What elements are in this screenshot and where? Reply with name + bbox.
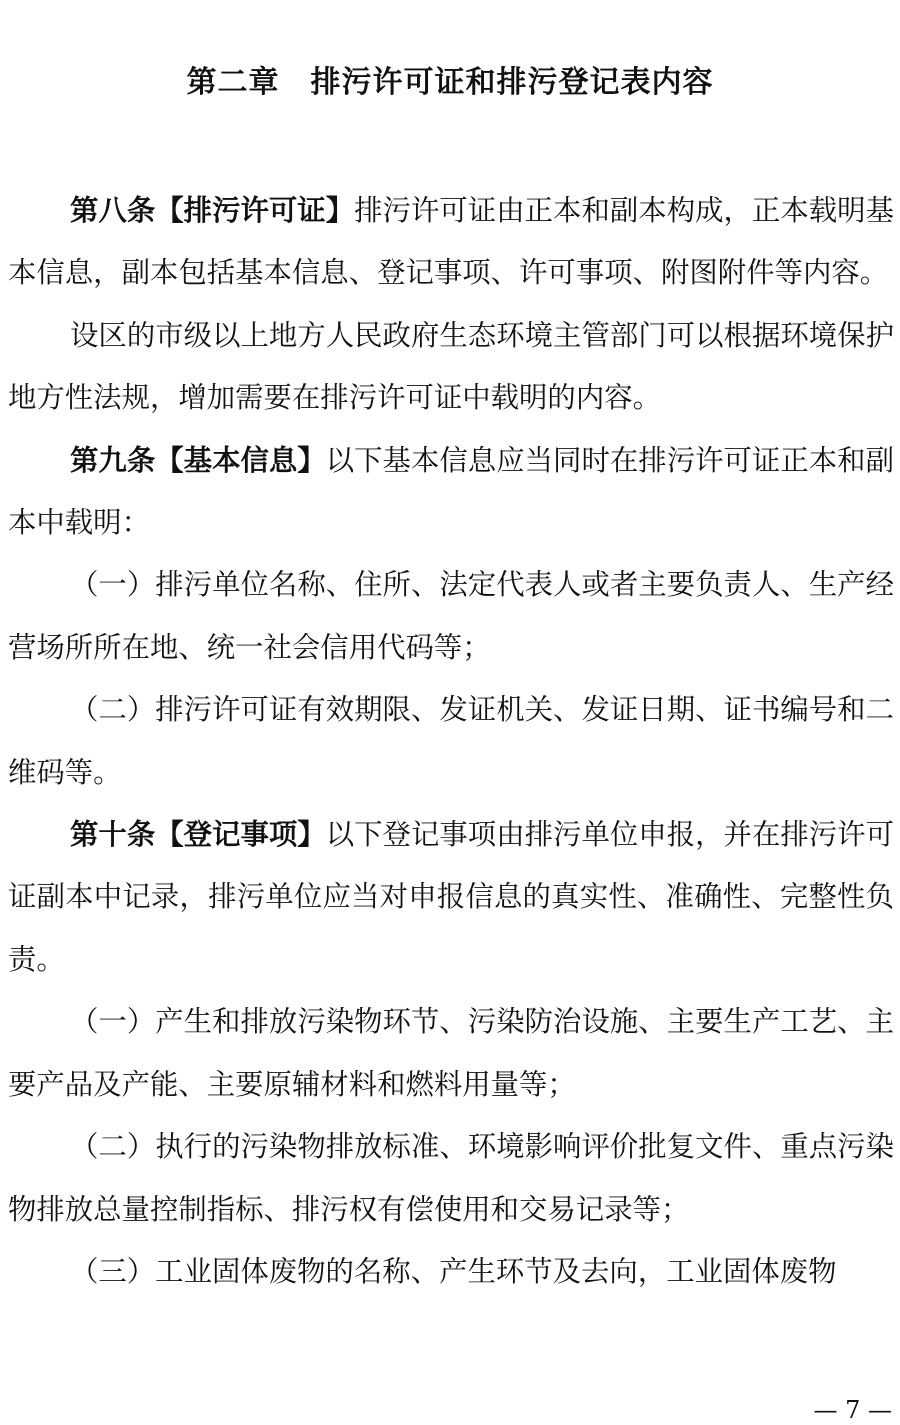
article-9-heading: 第九条【基本信息】: [70, 443, 326, 477]
body-text: [8, 180, 894, 1303]
chapter-title: 第二章 排污许可证和排污登记表内容: [186, 65, 714, 100]
page-number: — 7 —: [813, 1396, 892, 1424]
article-10-item-1: [8, 991, 894, 1116]
article-9-item-1: [8, 554, 894, 679]
article-10-item-1-text: （一）产生和排放污染物环节、污染防治设施、主要生产工艺、主要产品及产能、主要原辅材料和燃料用量等；: [8, 1005, 894, 1101]
article-10-paragraph: [8, 804, 894, 991]
article-8-text: 排污许可证由正本和副本构成，正本载明基本信息，副本包括基本信息、登记事项、许可事项、附图附件等内容。: [8, 194, 894, 290]
article-10-heading: 第十条【登记事项】: [70, 818, 326, 852]
article-10-item-3-text: （三）工业固体废物的名称、产生环节及去向，工业固体废物: [70, 1254, 837, 1288]
article-8-paragraph: [8, 180, 894, 305]
article-8-heading: 第八条【排污许可证】: [70, 194, 355, 227]
article-9-paragraph: [8, 430, 894, 555]
article-9-item-1-text: （一）排污单位名称、住所、法定代表人或者主要负责人、生产经营场所所在地、统一社会信用代码等；: [8, 568, 894, 664]
article-8-paragraph-2: [8, 305, 894, 430]
article-10-text: 以下登记事项由排污单位申报，并在排污许可证副本中记录，排污单位应当对申报信息的真实性、准确性、完整性负责。: [8, 818, 894, 976]
article-9-item-2: [8, 679, 894, 804]
article-9-item-2-text: （二）排污许可证有效期限、发证机关、发证日期、证书编号和二维码等。: [8, 693, 894, 789]
article-9-text: 以下基本信息应当同时在排污许可证正本和副本中载明：: [8, 443, 894, 540]
article-10-item-3: [8, 1241, 894, 1303]
article-8-text-2: 设区的市级以上地方人民政府生态环境主管部门可以根据环境保护地方性法规，增加需要在排污许可证中载明的内容。: [8, 318, 894, 415]
article-10-item-2-text: （二）执行的污染物排放标准、环境影响评价批复文件、重点污染物排放总量控制指标、排污权有偿使用和交易记录等；: [8, 1130, 894, 1226]
article-10-item-2: [8, 1116, 894, 1241]
